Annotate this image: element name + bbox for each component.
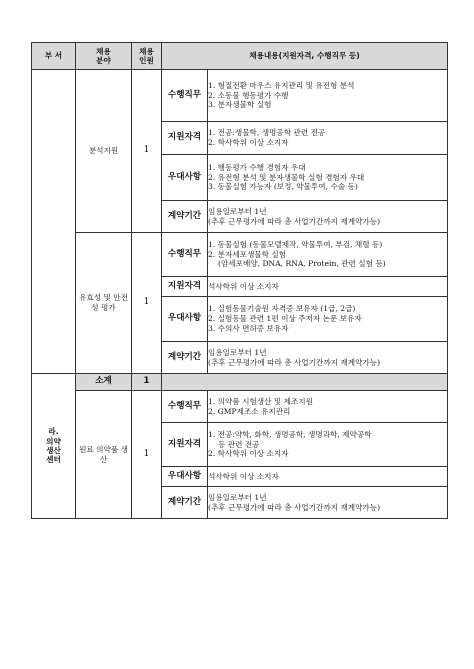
dept-cell bbox=[32, 374, 76, 519]
content-cell bbox=[208, 122, 448, 155]
dept-cell-top bbox=[32, 70, 76, 374]
content-line: 1. 형질전환 마우스 유지관리 및 유전형 분석 bbox=[208, 80, 355, 90]
content-line: 1. 행동평가 수행 경험자 우대 bbox=[208, 162, 306, 172]
field-cell: 분석지원 bbox=[76, 70, 132, 233]
category-label: 수행직무 bbox=[162, 391, 208, 423]
content-line: 임용일로부터 1년 bbox=[208, 206, 267, 216]
category-label: 계약기간 bbox=[162, 487, 208, 519]
content-line: 2. 학사학위 이상 소지자 bbox=[208, 449, 289, 459]
content-line: (암세포배양, DNA, RNA, Protein, 관련 실험 등) bbox=[218, 259, 386, 269]
content-line: 2. 소동물 행동평가 수행 bbox=[208, 90, 289, 100]
category-label: 우대사항 bbox=[162, 155, 208, 201]
content-line: 2. 유전형 분석 및 분자생물학 실험 경험자 우대 bbox=[208, 172, 365, 182]
subtotal-label: 소계 bbox=[76, 374, 132, 391]
content-cell bbox=[208, 155, 448, 201]
content-line: (추후 근무평가에 따라 총 사업기간까지 재계약가능) bbox=[208, 216, 381, 226]
subtotal-fill bbox=[162, 374, 448, 391]
content-line: (추후 근무평가에 따라 총 사업기간까지 재계약가능) bbox=[208, 357, 381, 367]
content-line: 3. 수의사 면허증 보유자 bbox=[208, 323, 289, 333]
content-line: 1. 실험동물기술원 자격증 보유자 (1급, 2급) bbox=[208, 304, 356, 314]
dept-line: 센터 bbox=[46, 455, 61, 465]
content-line: 2. 분자세포생물학 실험 bbox=[208, 249, 287, 259]
dept-line: 의약 bbox=[46, 436, 61, 446]
content-line: 1. 전공:약학, 화학, 생명공학, 생명과학, 제약공학 bbox=[208, 429, 372, 439]
count-cell: 1 bbox=[132, 70, 162, 233]
content-cell bbox=[208, 391, 448, 423]
content-line: 3. 분자생물학 실험 bbox=[208, 100, 272, 110]
content-line: 2. 실험동물 관련 1편 이상 주저자 논문 보유자 bbox=[208, 314, 362, 324]
content-cell bbox=[208, 423, 448, 467]
header-row bbox=[32, 43, 448, 70]
content-cell bbox=[208, 233, 448, 277]
header-dept: 부 서 bbox=[32, 43, 76, 70]
content-cell bbox=[208, 342, 448, 374]
content-line: 3. 동물실험 가능자 (보정, 약물투여, 수술 등) bbox=[208, 182, 358, 192]
field-cell: 유효성 및 안전성 평가 bbox=[76, 233, 132, 374]
category-label: 수행직무 bbox=[162, 70, 208, 122]
content-line: 임용일로부터 1년 bbox=[208, 492, 267, 502]
category-label: 우대사항 bbox=[162, 297, 208, 342]
content-cell bbox=[208, 487, 448, 519]
content-line: 1. 의약품 시험생산 및 제조지원 bbox=[208, 396, 313, 406]
dept-line: 생산 bbox=[46, 446, 61, 455]
content-cell bbox=[208, 467, 448, 487]
dept-line: 라. bbox=[48, 427, 59, 437]
content-line: 임용일로부터 1년 bbox=[208, 347, 267, 357]
header-field: 채용 분야 bbox=[76, 43, 132, 70]
category-label: 수행직무 bbox=[162, 233, 208, 277]
content-line: (추후 근무평가에 따라 총 사업기간까지 재계약가능) bbox=[208, 502, 381, 512]
header-count: 채용 인원 bbox=[132, 43, 162, 70]
count-cell: 1 bbox=[132, 233, 162, 374]
header-content: 채용내용(지원자격, 수행직무 등) bbox=[162, 43, 448, 70]
content-line: 1. 동물실험 (동물모델제작, 약물투여, 부검, 채혈 등) bbox=[208, 239, 383, 249]
category-label: 지원자격 bbox=[162, 423, 208, 467]
content-line: 2. 학사학위 이상 소지자 bbox=[208, 138, 289, 147]
content-line: 석사학위 이상 소지자 bbox=[208, 281, 279, 291]
content-cell bbox=[208, 297, 448, 342]
category-label: 우대사항 bbox=[162, 467, 208, 487]
category-label: 계약기간 bbox=[162, 342, 208, 374]
content-line: 석사학위 이상 소지자 bbox=[208, 471, 279, 481]
count-cell: 1 bbox=[132, 391, 162, 519]
content-line: 1. 전공:생물학, 생명공학 관련 전공 bbox=[208, 128, 326, 138]
category-label: 계약기간 bbox=[162, 201, 208, 233]
content-cell bbox=[208, 277, 448, 297]
content-cell bbox=[208, 70, 448, 122]
category-label: 지원자격 bbox=[162, 122, 208, 155]
recruitment-table bbox=[31, 42, 448, 519]
subtotal-count: 1 bbox=[132, 374, 162, 391]
category-label: 지원자격 bbox=[162, 277, 208, 297]
content-line: 2. GMP제조소 유지관리 bbox=[208, 406, 291, 416]
field-cell: 원료 의약품 생산 bbox=[76, 391, 132, 519]
content-cell bbox=[208, 201, 448, 233]
content-line: 등 관련 전공 bbox=[218, 439, 260, 449]
